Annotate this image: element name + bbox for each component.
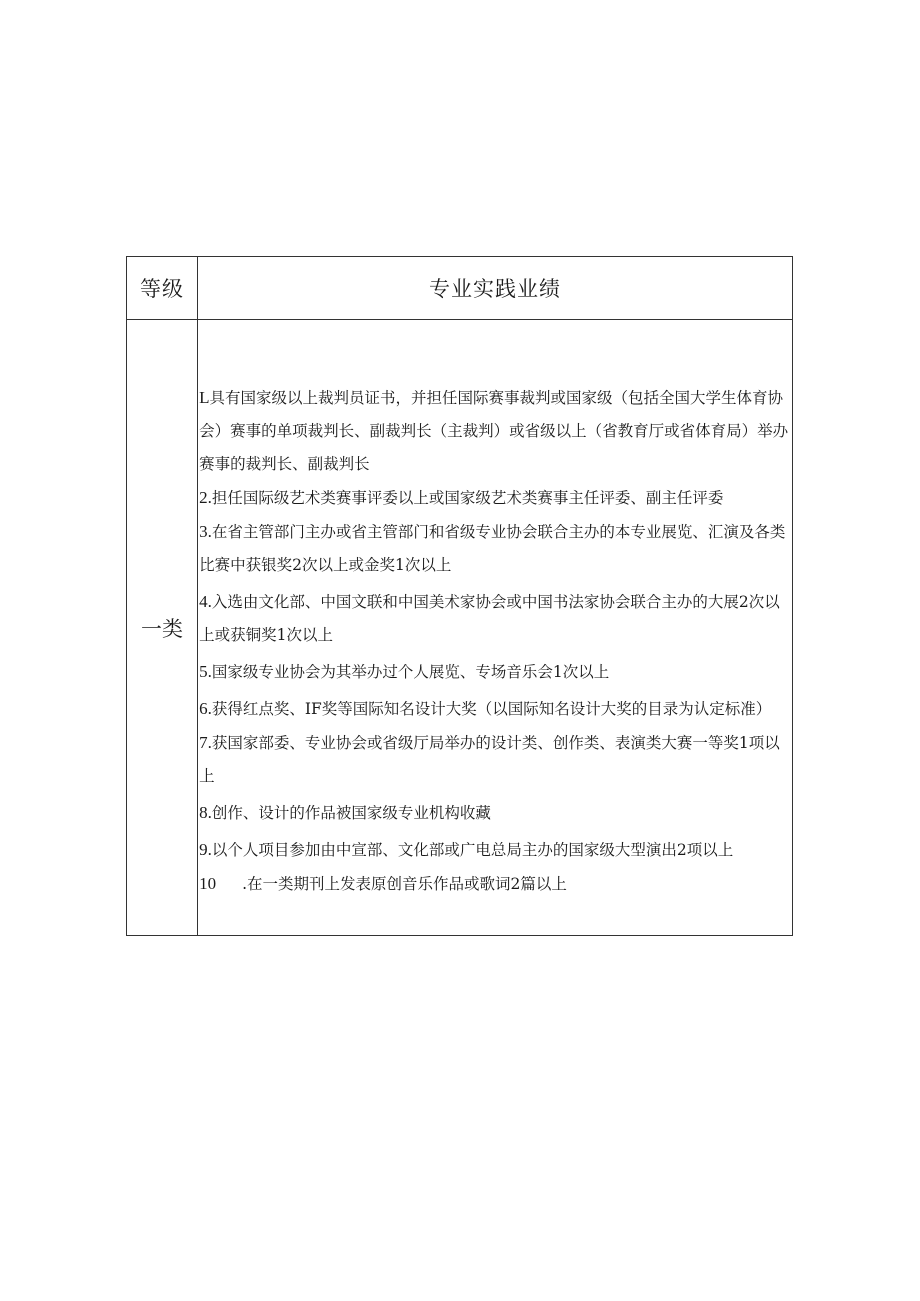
list-item — [199, 796, 792, 830]
item-text: 入选由文化部、中国文联和中国美术家协会或中国书法家协会联合主办的大展2次以上或获铜奖1次以上 — [199, 593, 780, 644]
list-item — [199, 833, 792, 867]
performance-list — [198, 354, 792, 901]
item-number: 10 — [199, 874, 217, 893]
item-number: 6. — [199, 699, 212, 718]
qualification-table — [126, 256, 793, 936]
item-text: 创作、设计的作品被国家级专业机构收藏 — [211, 804, 491, 822]
list-item — [199, 585, 792, 652]
item-text: 获国家部委、专业协会或省级厅局举办的设计类、创作类、表演类大赛一等奖1项以上 — [199, 734, 780, 785]
item-text: 担任国际级艺术类赛事评委以上或国家级艺术类赛事主任评委、副主任评委 — [211, 489, 724, 507]
list-item — [199, 692, 792, 726]
item-number: 4. — [199, 592, 212, 611]
item-number: L — [199, 388, 210, 407]
item-number: 8. — [199, 803, 212, 822]
list-item — [199, 515, 792, 582]
header-grade: 等级 — [127, 257, 198, 320]
list-item — [199, 655, 792, 689]
item-number: 7. — [199, 733, 212, 752]
item-text: 具有国家级以上裁判员证书，并担任国际赛事裁判或国家级（包括全国大学生体育协会）赛事的单项裁判长、副裁判长（主裁判）或省级以上（省教育厅或省体育局）举办赛事的裁判长、副裁判长 — [199, 389, 789, 473]
item-number: 2. — [199, 488, 212, 507]
header-performance: 专业实践业绩 — [198, 257, 793, 320]
item-number: 9. — [199, 840, 212, 859]
list-item — [199, 381, 792, 481]
item-text: 获得红点奖、IF奖等国际知名设计大奖（以国际知名设计大奖的目录为认定标准） — [211, 700, 772, 718]
list-item — [199, 726, 792, 793]
list-item — [199, 481, 792, 515]
item-text: 在省主管部门主办或省主管部门和省级专业协会联合主办的本专业展览、汇演及各类比赛中获银奖2次以上或金奖1次以上 — [199, 523, 786, 574]
item-number: 3. — [199, 522, 212, 541]
item-number: 5. — [199, 662, 212, 681]
item-text: 以个人项目参加由中宣部、文化部或广电总局主办的国家级大型演出2项以上 — [211, 841, 734, 859]
item-text: .在一类期刊上发表原创音乐作品或歌词2篇以上 — [242, 875, 567, 893]
grade-label: 一类 — [127, 320, 198, 936]
performance-list-cell — [198, 320, 793, 936]
table-row — [127, 320, 793, 936]
list-item — [199, 867, 792, 901]
item-text: 国家级专业协会为其举办过个人展览、专场音乐会1次以上 — [211, 663, 610, 681]
table-header-row — [127, 257, 793, 320]
